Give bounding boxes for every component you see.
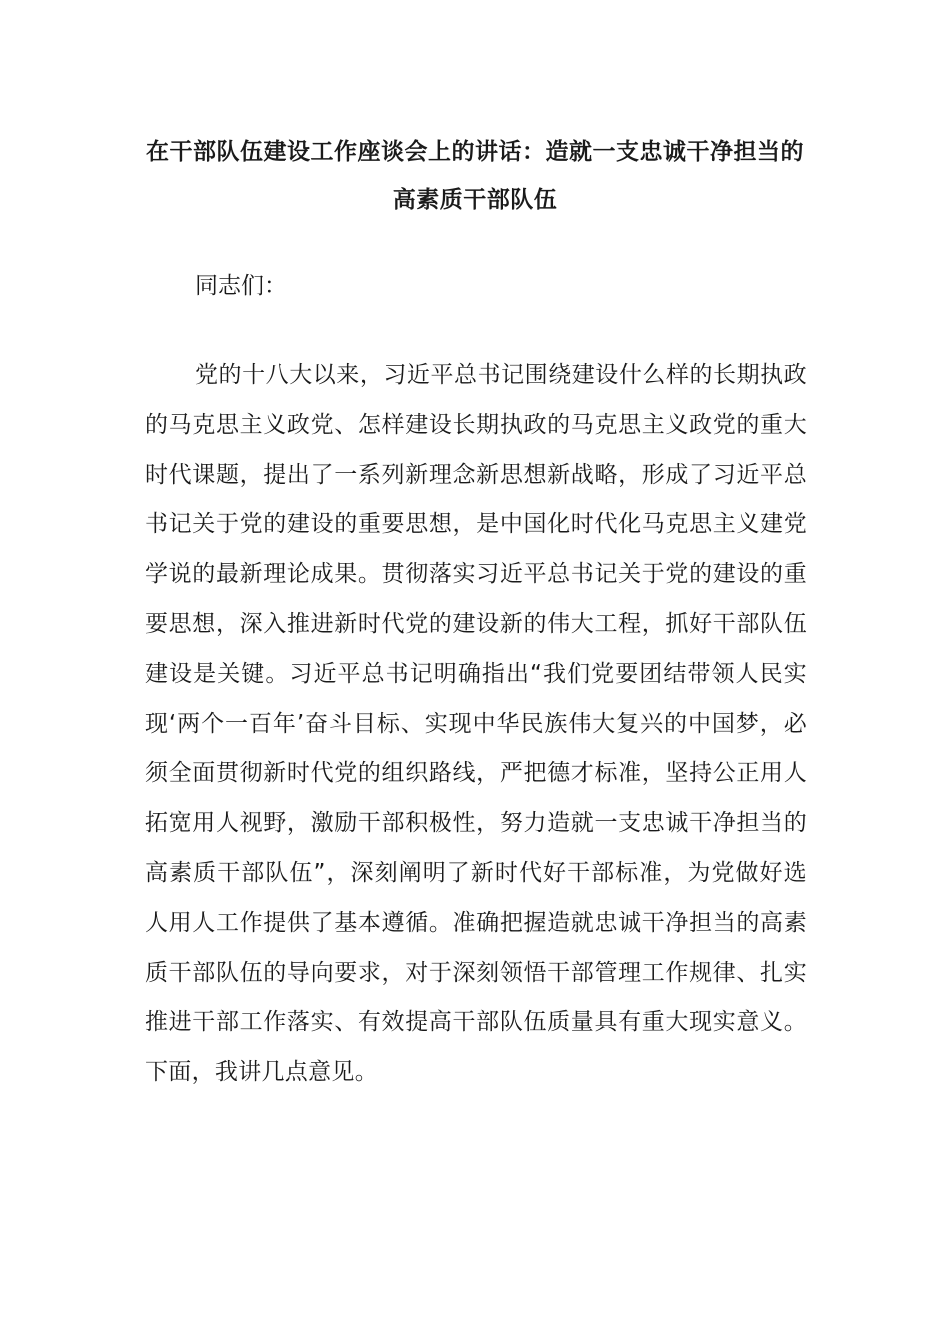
salutation: 同志们： <box>195 273 287 299</box>
document-title: 在干部队伍建设工作座谈会上的讲话：造就一支忠诚干净担当的高素质干部队伍 <box>146 139 804 213</box>
body-paragraph: 党的十八大以来，习近平总书记围绕建设什么样的长期执政的马克思主义政党、怎样建设长期执政的马克思主义政党的重大时代课题，提出了一系列新理念新思想新战略，形成了习近平总书记关于党的建设的重要思想，是中国化时代化马克思主义建党学说的最新理论成果。贯彻落实习近平总书记关于党的建设的重要思想，深入推进新时代党的建设新的伟大工程，抓好干部队伍建设是关键。习近平总书记明确指出“我们党要团结带领人民实现‘两个一百年’奋斗目标、实现中华民族伟大复兴的中国梦，必须全面贯彻新时代党的组织路线，严把德才标准，坚持公正用人拓宽用人视野，激励干部积极性，努力造就一支忠诚干净担当的高素质干部队伍”，深刻阐明了新时代好干部标准，为党做好选人用人工作提供了基本遵循。准确把握造就忠诚干净担当的高素质干部队伍的导向要求，对于深刻领悟干部管理工作规律、扎实推进干部工作落实、有效提高干部队伍质量具有重大现实意义。下面，我讲几点意见。 <box>145 362 807 1086</box>
